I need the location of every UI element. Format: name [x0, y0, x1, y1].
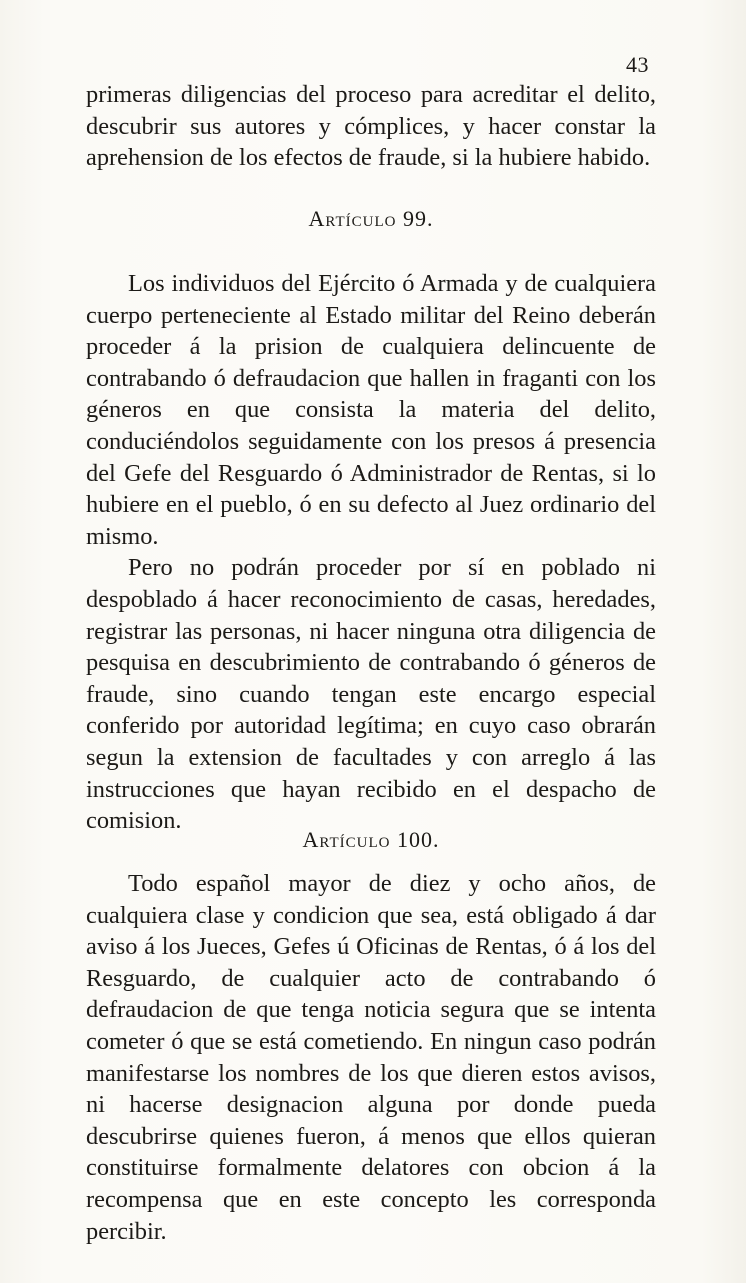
article-99-body	[86, 268, 656, 837]
article-100-paragraph-1: Todo español mayor de diez y ocho años, de cualquiera clase y condicion que sea, está obligado á dar aviso á los Jueces, Gefes ú Oficinas de Rentas, ó á los del Resguardo, de cualquier acto de contrabando ó defraudacion de que tenga noticia segura que se intenta cometer ó que se está cometiendo. En ningun caso podrán manifestarse los nombres de los que dieren estos avisos, ni hacerse designacion alguna por donde pueda descubrirse quienes fueron, á menos que ellos quieran constituirse formalmente delatores con obcion á la recompensa que en este concepto les corresponda percibir.	[86, 870, 656, 1245]
article-99-heading: Artículo 99.	[308, 206, 434, 231]
article-100-heading: Artículo 100.	[302, 827, 440, 852]
article-99-paragraph-2: Pero no podrán proceder por sí en poblado ni despoblado á hacer reconocimiento de casas, heredades, registrar las personas, ni hacer ninguna otra diligencia de pesquisa en descubrimiento de contrabando ó géneros de fraude, sino cuando tengan este encargo especial conferido por autoridad legítima; en cuyo caso obrarán segun la extension de facultades y con arreglo á las instrucciones que hayan recibido en el despacho de comision.	[86, 554, 656, 835]
article-100-body	[86, 868, 656, 1247]
article-99-paragraph-1: Los individuos del Ejército ó Armada y de cualquiera cuerpo perteneciente al Estado militar del Reino deberán proceder á la prision de cualquiera delincuente de contrabando ó defraudacion que hallen in fraganti con los géneros en que consista la materia del delito, conduciéndolos seguidamente con los presos á presencia del Gefe del Resguardo ó Administrador de Rentas, si lo hubiere en el pueblo, ó en su defecto al Juez ordinario del mismo.	[86, 270, 656, 550]
intro-paragraph: primeras diligencias del proceso para acreditar el delito, descubrir sus autores y cómplices, y hacer constar la aprehension de los efectos de fraude, si la hubiere habido.	[86, 81, 656, 172]
intro-text-block	[86, 79, 656, 174]
page-number: 43	[626, 52, 649, 77]
